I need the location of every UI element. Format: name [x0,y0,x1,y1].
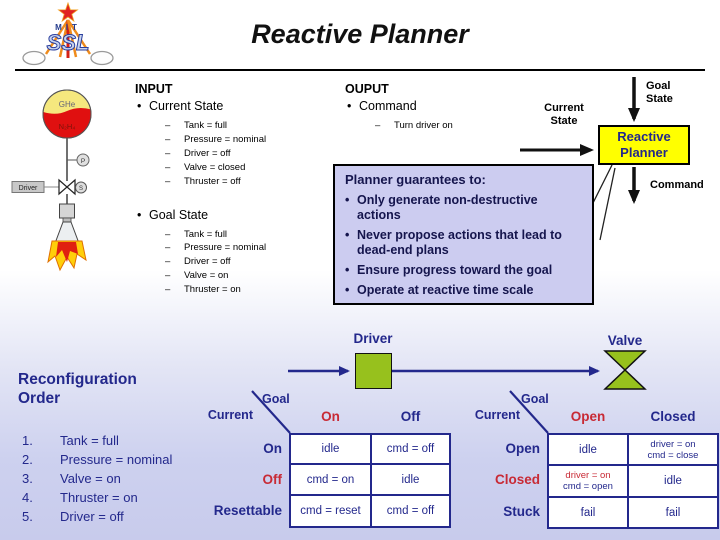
current-state-label: • Current State [135,99,335,114]
table-cell: idle [291,435,372,465]
callout-tail-line [600,168,615,240]
planner-guarantees-box [333,164,594,305]
table-cell [549,466,629,498]
driver-corner-current: Current [207,408,253,422]
valve-corner-current: Current [474,408,520,422]
table-cell [629,435,719,466]
cell-line: cmd = open [563,481,613,492]
table-cell: idle [372,465,451,496]
valve-row-labels [452,433,540,527]
reconfiguration-heading-line2: Order [18,390,61,407]
current-state-flow-line2: State [550,114,578,127]
command-flow-label: Command [650,179,704,191]
item-number: 4. [22,490,33,505]
guarantee-bullet: • Ensure progress toward the goal [345,263,582,278]
pressure-sensor-label: P [80,158,86,165]
slide-title: Reactive Planner [251,19,469,49]
list-item: – Valve = on [165,269,335,283]
item-number: 3. [22,471,33,486]
reconfiguration-heading-line1: Reconfiguration [18,371,137,388]
valve-col-open: Open [570,409,606,424]
list-item: – Driver = off [165,255,335,269]
valve-section-title: Valve [607,333,643,348]
item-text: Driver = off [60,509,124,524]
valve-transition-table [547,433,719,529]
valve-bowtie-icon [603,349,647,391]
table-cell: cmd = reset [291,496,372,528]
item-number: 2. [22,452,33,467]
planner-box-line2: Planner [620,145,668,160]
valve-row-open: Open [505,441,540,457]
current-state-flow-line1: Current [544,102,584,114]
input-heading: INPUT [135,82,173,96]
driver-col-on: On [321,409,340,424]
driver-corner-goal: Goal [262,392,290,406]
list-item: – Thruster = on [165,283,335,297]
item-number: 1. [22,433,33,448]
list-item: – Driver = off [165,147,335,161]
planner-box-line1: Reactive [617,129,671,144]
solenoid-label: S [78,186,84,192]
list-item: – Valve = closed [165,161,335,175]
driver-row-labels [150,433,282,526]
table-cell: cmd = off [372,435,451,465]
valve-corner-goal: Goal [521,392,549,406]
cell-line: driver = on [650,438,696,450]
guarantee-bullet: • Only generate non-destructive actions [345,193,582,223]
valve-col-closed: Closed [650,409,696,424]
table-cell: fail [629,498,719,529]
driver-component-label: Driver [18,185,38,192]
list-item: – Tank = full [165,228,335,242]
list-item: – Turn driver on [375,119,565,133]
driver-row-on: On [263,441,282,456]
output-heading: OUPUT [345,82,389,96]
driver-row-resettable: Resettable [213,503,282,518]
logo-ssl-text: SSL [46,30,90,55]
table-cell: idle [549,435,629,466]
table-cell: idle [629,466,719,498]
driver-section-title: Driver [353,331,393,346]
driver-row-off: Off [262,472,282,487]
command-label: • Command [345,99,565,114]
goal-state-flow-line2: State [646,92,673,105]
item-text: Valve = on [60,471,121,486]
list-item: – Thruster = off [165,175,335,189]
goal-state-label: • Goal State [135,208,335,223]
list-item: – Tank = full [165,119,335,133]
table-cell: cmd = on [291,465,372,496]
cell-line: driver = on [565,470,611,481]
table-cell: fail [549,498,629,529]
reconfiguration-heading [18,370,137,408]
driver-block-icon [355,353,392,389]
tank-bottom-label: N₂H₄ [58,122,76,131]
driver-col-off: Off [400,409,421,424]
item-number: 5. [22,509,33,524]
list-item: – Pressure = nominal [165,133,335,147]
valve-row-closed: Closed [494,472,540,488]
tank-top-label: GHe [58,100,76,109]
guarantees-title: Planner guarantees to: [345,172,486,187]
valve-row-stuck: Stuck [503,503,540,519]
goal-state-flow-label [646,80,706,105]
current-state-flow-label [525,102,603,127]
table-cell: cmd = off [372,496,451,528]
driver-transition-table [289,433,451,528]
guarantee-bullet: • Never propose actions that lead to dead-end plans [345,228,582,258]
guarantee-bullet: • Operate at reactive time scale [345,283,582,298]
list-item: – Pressure = nominal [165,241,335,255]
logo-mit-text: MIT [55,23,81,32]
reactive-planner-box [598,125,690,165]
item-text: Tank = full [60,433,119,448]
goal-state-flow-line1: Goal [646,80,671,92]
cell-line: cmd = close [647,449,699,461]
item-text: Pressure = nominal [60,452,173,467]
item-text: Thruster = on [60,490,138,505]
